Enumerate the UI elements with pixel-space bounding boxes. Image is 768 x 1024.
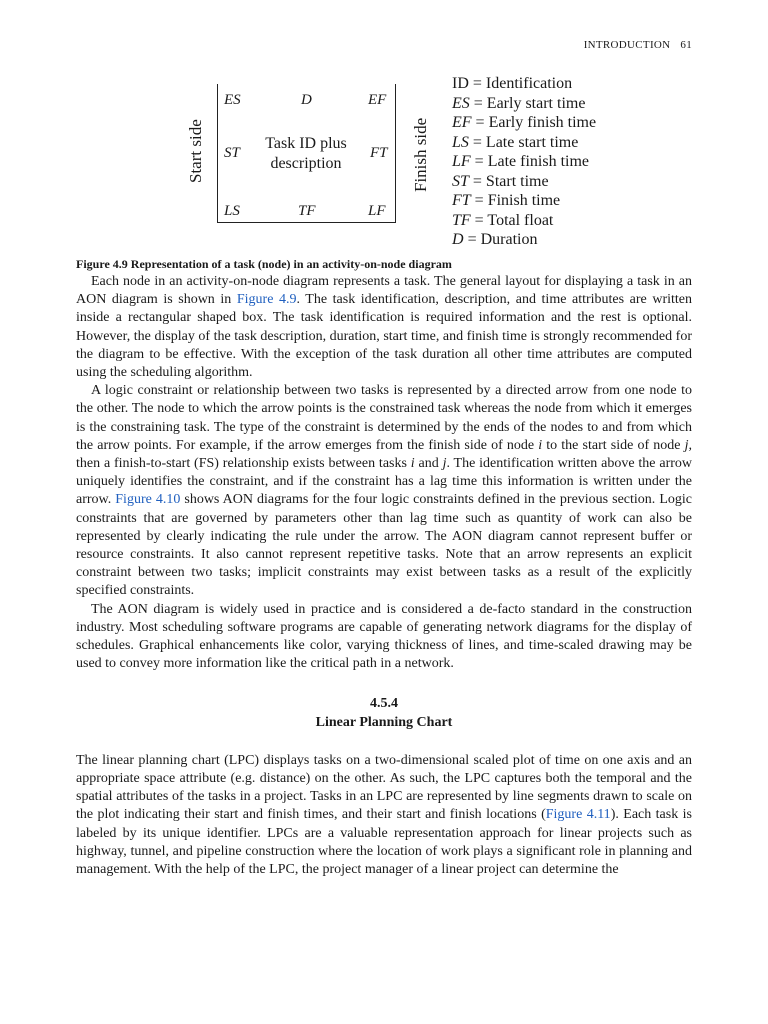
section-title: Linear Planning Chart xyxy=(315,714,453,730)
legend-item: D = Duration xyxy=(452,231,538,248)
node-tf: TF xyxy=(298,203,316,219)
node-st: ST xyxy=(224,145,240,161)
node-description: Task ID plus description xyxy=(265,135,347,172)
legend-item: TF = Total float xyxy=(452,211,554,229)
node-es: ES xyxy=(224,92,241,108)
legend-item: ID = Identification xyxy=(452,75,573,92)
node-d: D xyxy=(301,92,312,108)
paragraph: Each node in an activity-on-node diagram represents a task. The general layout for displaying a task in an AON diagram is shown in Figure 4.9. The task identification, description, and time attributes are written inside a rectangular shaped box. The task identification is required information and the rest is optional. However, the display of the task description, duration, start time, and finish time is strongly recommended for the diagram to be effective. With the exception of the task duration all other time attributes are computed using the scheduling algorithm. xyxy=(76,274,692,381)
legend-item: FT = Finish time xyxy=(452,192,561,209)
legend-item: ST = Start time xyxy=(452,172,549,190)
figure-4-9 xyxy=(0,0,768,260)
body-text xyxy=(76,273,692,879)
legend-item: LF = Late finish time xyxy=(452,153,589,170)
figure-4-11-link[interactable]: Figure 4.11 xyxy=(545,807,611,823)
legend-item: ES = Early start time xyxy=(452,94,586,112)
figure-4-10-link[interactable]: Figure 4.10 xyxy=(115,492,181,508)
node-ls: LS xyxy=(224,203,240,219)
node-ef: EF xyxy=(368,92,387,108)
paragraph: A logic constraint or relationship between two tasks is represented by a directed arrow from one node to the other. The node to which the arrow points is the constrained task whereas the node from which it emerges is the constraining task. The type of the constraint is determined by the ends of the nodes to and from which the arrow points. For example, if the arrow emerges from the finish side of node i to the start side of node j, then a finish-to-start (FS) relationship exists between tasks i and j. The identification written above the arrow uniquely identifies the constraint, and if the constraint has a lag time this information is written under the arrow. Figure 4.10 shows AON diagrams for the four logic constraints defined in the previous section. Logic constraints that are governed by parameters other than lag time such as quantity of work can also be represented by clearly indicating the rule under the arrow. The AON diagram cannot represent buffer or resource constraints. It also cannot represent repetitive tasks. Note that an arrow represents an explicit constraint between two tasks; implicit constraints may exist between tasks as a result of the explicitly specified constraints. xyxy=(76,383,692,599)
figure-4-9-link[interactable]: Figure 4.9 xyxy=(236,292,297,308)
start-side-label: Start side xyxy=(186,119,205,183)
paragraph: The AON diagram is widely used in practice and is considered a de-facto standard in the construction industry. Most scheduling software programs are capable of generating network diagrams for the display of schedules. Graphical enhancements like color, varying thickness of lines, and time-scaled drawing may be used to convey more information like the critical path in a network. xyxy=(76,601,692,672)
running-head-title: INTRODUCTION xyxy=(583,39,671,51)
section-heading xyxy=(76,695,692,731)
legend xyxy=(452,74,596,250)
figure-caption: Figure 4.9 Representation of a task (node) in an activity-on-node diagram xyxy=(76,257,452,271)
node-ft: FT xyxy=(370,145,388,161)
legend-item: EF = Early finish time xyxy=(452,114,597,131)
paragraph: The linear planning chart (LPC) displays tasks on a two-dimensional scaled plot of time on one axis and an appropriate space attribute (e.g. distance) on the other. As such, the LPC captures both the temporal and the spatial attributes of the tasks in a project. Tasks in an LPC are represented by line segments drawn to scale on the plot indicating their start and finish times, and their start and finish locations (Figure 4.11). Each task is labeled by its unique identifier. LPCs are a valuable representation approach for linear projects such as highway, tunnel, and pipeline construction where the location of work plays a significant role in planning and management. With the help of the LPC, the project manager of a linear project can determine the xyxy=(76,752,692,878)
section-number: 4.5.4 xyxy=(370,696,398,712)
page-number: 61 xyxy=(680,39,692,51)
legend-item: LS = Late start time xyxy=(452,133,579,151)
finish-side-label: Finish side xyxy=(411,117,430,192)
node-lf: LF xyxy=(368,203,386,219)
